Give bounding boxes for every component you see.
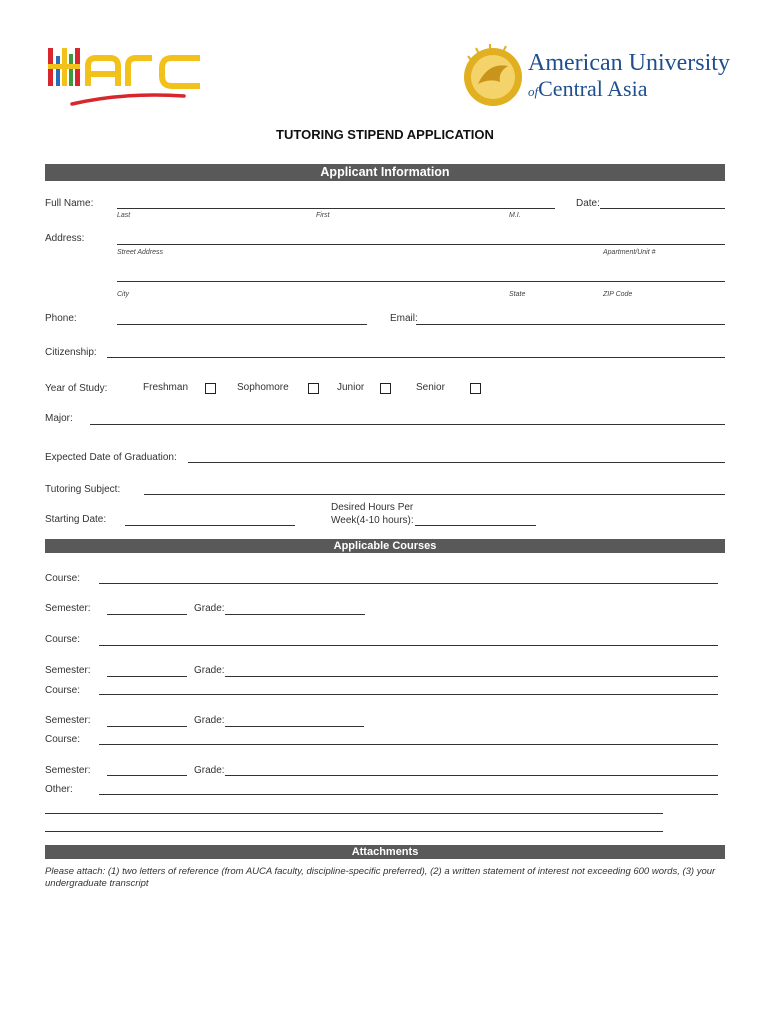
- semester-2-underline: [107, 676, 187, 677]
- grade-2-underline: [225, 676, 718, 677]
- desired-hours-underline: [415, 525, 536, 526]
- senior-checkbox[interactable]: [470, 383, 481, 394]
- grade-2-label: Grade:: [194, 665, 225, 676]
- grade-4-label: Grade:: [194, 765, 225, 776]
- full-name-label: Full Name:: [45, 198, 94, 209]
- grade-4-underline: [225, 775, 718, 776]
- starting-date-underline: [125, 525, 295, 526]
- grad-date-field[interactable]: [188, 448, 725, 462]
- tutoring-subject-label: Tutoring Subject:: [45, 484, 121, 495]
- tutoring-subject-field[interactable]: [144, 480, 725, 494]
- full-name-underline: [117, 208, 555, 209]
- other-label: Other:: [45, 784, 73, 795]
- apartment-sublabel: Apartment/Unit #: [603, 249, 656, 256]
- semester-2-field[interactable]: [107, 662, 187, 676]
- grad-date-label: Expected Date of Graduation:: [45, 452, 177, 463]
- date-underline: [600, 208, 725, 209]
- freshman-label: Freshman: [143, 382, 189, 393]
- city-state-zip-field[interactable]: [117, 267, 725, 281]
- other-field-3[interactable]: [45, 817, 663, 831]
- phone-underline: [117, 324, 367, 325]
- street-address-field[interactable]: [117, 230, 725, 244]
- course-1-label: Course:: [45, 573, 81, 584]
- major-label: Major:: [45, 413, 73, 424]
- email-underline: [416, 324, 725, 325]
- semester-3-label: Semester:: [45, 715, 91, 726]
- auca-of: of: [528, 84, 539, 99]
- desired-hours-field[interactable]: [415, 511, 536, 525]
- freshman-checkbox[interactable]: [205, 383, 216, 394]
- course-2-label: Course:: [45, 634, 81, 645]
- semester-4-field[interactable]: [107, 761, 187, 775]
- semester-2-label: Semester:: [45, 665, 91, 676]
- auca-emblem-icon: [460, 44, 526, 110]
- section-applicant-info: Applicant Information: [45, 164, 725, 181]
- grade-1-field[interactable]: [225, 600, 365, 614]
- desired-hours-label-1: Desired Hours Per: [331, 502, 414, 513]
- zip-sublabel: ZIP Code: [603, 291, 633, 298]
- grade-1-label: Grade:: [194, 603, 225, 614]
- senior-label: Senior: [416, 382, 445, 393]
- junior-label: Junior: [337, 382, 365, 393]
- section-applicable-courses: Applicable Courses: [45, 539, 725, 553]
- grad-date-underline: [188, 462, 725, 463]
- semester-4-label: Semester:: [45, 765, 91, 776]
- sophomore-checkbox[interactable]: [308, 383, 319, 394]
- address-label: Address:: [45, 233, 85, 244]
- course-2-field[interactable]: [99, 631, 718, 645]
- grade-1-underline: [225, 614, 365, 615]
- other-field-1[interactable]: [99, 780, 718, 794]
- auca-name-line2-wrap: [528, 76, 648, 102]
- other-underline-1: [99, 794, 718, 795]
- course-4-field[interactable]: [99, 730, 718, 744]
- date-label: Date:: [576, 198, 600, 209]
- semester-3-field[interactable]: [107, 712, 187, 726]
- course-2-underline: [99, 645, 718, 646]
- phone-label: Phone:: [45, 313, 77, 324]
- citizenship-field[interactable]: [107, 343, 725, 357]
- attachments-note: Please attach: (1) two letters of reference (from AUCA faculty, discipline-specific preferred), (2) a written statement of interest not exceeding 600 words, (3) your undergraduate transcript: [45, 866, 716, 889]
- major-underline: [90, 424, 725, 425]
- auca-logo: [460, 44, 730, 110]
- course-3-underline: [99, 694, 718, 695]
- phone-field[interactable]: [117, 310, 367, 324]
- harc-logo-graphic: [44, 44, 209, 110]
- citizenship-label: Citizenship:: [45, 347, 97, 358]
- semester-3-underline: [107, 726, 187, 727]
- state-sublabel: State: [509, 291, 526, 298]
- citizenship-underline: [107, 357, 725, 358]
- starting-date-label: Starting Date:: [45, 514, 107, 525]
- semester-1-label: Semester:: [45, 603, 91, 614]
- page-title: TUTORING STIPEND APPLICATION: [276, 127, 494, 142]
- email-field[interactable]: [416, 310, 725, 324]
- course-1-underline: [99, 583, 718, 584]
- desired-hours-label-2: Week(4-10 hours):: [331, 515, 414, 526]
- year-of-study-label: Year of Study:: [45, 383, 108, 394]
- city-sublabel: City: [117, 291, 130, 298]
- first-sublabel: First: [316, 212, 330, 219]
- junior-checkbox[interactable]: [380, 383, 391, 394]
- email-label: Email:: [390, 313, 418, 324]
- mi-sublabel: M.I.: [509, 212, 521, 219]
- date-field[interactable]: [600, 194, 725, 208]
- auca-name-line2: Central Asia: [538, 76, 648, 101]
- sophomore-label: Sophomore: [237, 382, 289, 393]
- major-field[interactable]: [90, 410, 725, 424]
- course-4-underline: [99, 744, 718, 745]
- grade-4-field[interactable]: [225, 761, 718, 775]
- street-sublabel: Street Address: [117, 249, 164, 256]
- course-3-label: Course:: [45, 685, 81, 696]
- other-field-2[interactable]: [45, 799, 663, 813]
- semester-1-field[interactable]: [107, 600, 187, 614]
- starting-date-field[interactable]: [125, 511, 295, 525]
- grade-3-underline: [225, 726, 364, 727]
- last-sublabel: Last: [117, 212, 131, 219]
- street-underline: [117, 244, 725, 245]
- harc-logo: [44, 44, 209, 110]
- grade-3-field[interactable]: [225, 712, 364, 726]
- other-underline-3: [45, 831, 663, 832]
- semester-1-underline: [107, 614, 187, 615]
- course-4-label: Course:: [45, 734, 81, 745]
- grade-3-label: Grade:: [194, 715, 225, 726]
- grade-2-field[interactable]: [225, 662, 718, 676]
- other-underline-2: [45, 813, 663, 814]
- full-name-field[interactable]: [117, 194, 555, 208]
- semester-4-underline: [107, 775, 187, 776]
- section-attachments: Attachments: [45, 845, 725, 859]
- tutoring-subject-underline: [144, 494, 725, 495]
- auca-name-line1: American University: [528, 50, 730, 76]
- course-1-field[interactable]: [99, 569, 718, 583]
- city-underline: [117, 281, 725, 282]
- course-3-field[interactable]: [99, 680, 718, 694]
